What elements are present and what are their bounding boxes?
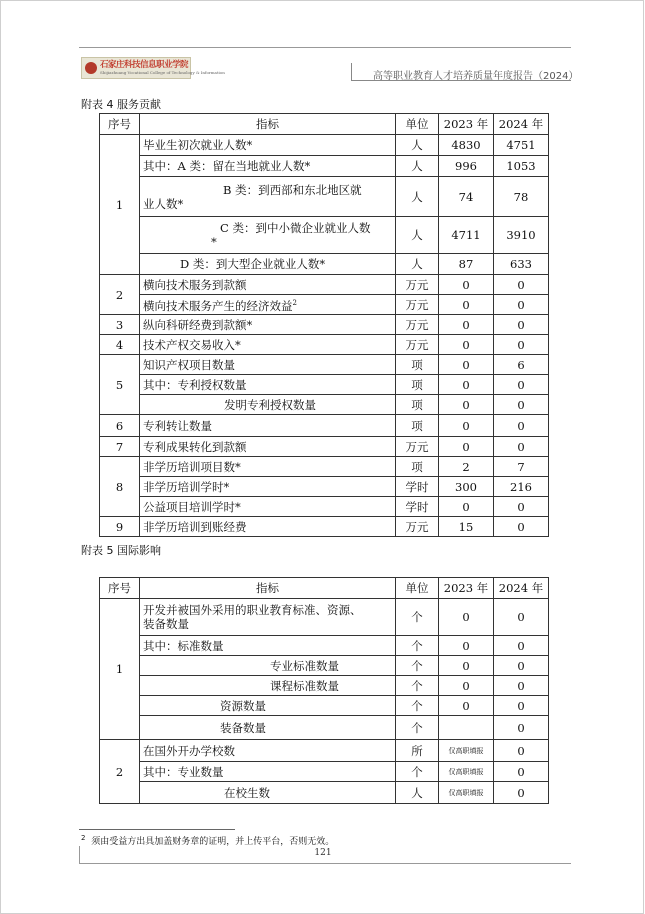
indicator-cell: 公益项目培训学时* bbox=[140, 497, 396, 517]
indicator-cell: 资源数量 bbox=[140, 696, 396, 716]
header-top-rule bbox=[79, 47, 571, 48]
table-row bbox=[100, 599, 549, 636]
value-2024-cell: 216 bbox=[494, 477, 549, 497]
seq-cell: 2 bbox=[100, 740, 140, 804]
value-2024-cell: 0 bbox=[494, 716, 549, 740]
table-header-row bbox=[100, 114, 549, 135]
value-2024-cell: 0 bbox=[494, 295, 549, 315]
seq-cell: 6 bbox=[100, 415, 140, 437]
value-2024-cell: 4751 bbox=[494, 135, 549, 156]
table-row bbox=[100, 437, 549, 457]
value-2023-cell: 0 bbox=[439, 696, 494, 716]
unit-cell: 项 bbox=[396, 355, 439, 375]
col-header-seq: 序号 bbox=[100, 114, 140, 135]
indicator-cell: 其中：A 类：留在当地就业人数* bbox=[140, 156, 396, 177]
table-row bbox=[100, 716, 549, 740]
table-row bbox=[100, 497, 549, 517]
footnote-ref: 2 bbox=[292, 299, 297, 308]
value-2024-cell: 78 bbox=[494, 177, 549, 217]
seq-cell: 1 bbox=[100, 135, 140, 275]
table-row bbox=[100, 275, 549, 295]
value-2024-cell: 0 bbox=[494, 599, 549, 636]
value-2024-cell: 0 bbox=[494, 375, 549, 395]
table-row bbox=[100, 355, 549, 375]
header-rule bbox=[351, 80, 571, 81]
table-row bbox=[100, 762, 549, 782]
value-2024-cell: 0 bbox=[494, 676, 549, 696]
value-2024-cell: 0 bbox=[494, 517, 549, 537]
indicator-cell: D 类：到大型企业就业人数* bbox=[140, 254, 396, 275]
footnote bbox=[81, 834, 334, 847]
table-row bbox=[100, 315, 549, 335]
indicator-line: 业人数* bbox=[143, 196, 184, 211]
table-service-contribution bbox=[99, 113, 549, 537]
unit-cell: 个 bbox=[396, 676, 439, 696]
table-row bbox=[100, 177, 549, 217]
indicator-line: B 类：到西部和东北地区就 bbox=[223, 182, 362, 197]
unit-cell: 人 bbox=[396, 135, 439, 156]
unit-cell: 项 bbox=[396, 395, 439, 415]
table-row bbox=[100, 636, 549, 656]
col-header-seq: 序号 bbox=[100, 578, 140, 599]
col-header-unit: 单位 bbox=[396, 578, 439, 599]
logo-english-name: Shijiazhuang Vocational College of Technology & Information bbox=[100, 69, 225, 75]
value-2024-cell: 0 bbox=[494, 497, 549, 517]
col-header-2024: 2024 年 bbox=[494, 578, 549, 599]
unit-cell: 人 bbox=[396, 177, 439, 217]
value-2023-cell: 0 bbox=[439, 656, 494, 676]
seq-cell: 2 bbox=[100, 275, 140, 315]
indicator-cell: 专业标准数量 bbox=[140, 656, 396, 676]
indicator-cell: 在国外开办学校数 bbox=[140, 740, 396, 762]
value-2024-cell: 0 bbox=[494, 740, 549, 762]
value-2023-cell: 0 bbox=[439, 437, 494, 457]
value-2023-cell: 0 bbox=[439, 315, 494, 335]
unit-cell: 万元 bbox=[396, 295, 439, 315]
table-row bbox=[100, 217, 549, 254]
unit-cell: 人 bbox=[396, 156, 439, 177]
value-2023-cell: 0 bbox=[439, 335, 494, 355]
value-2024-cell: 0 bbox=[494, 696, 549, 716]
table-row bbox=[100, 477, 549, 497]
value-2023-cell: 0 bbox=[439, 636, 494, 656]
indicator-cell bbox=[140, 599, 396, 636]
seq-cell: 3 bbox=[100, 315, 140, 335]
value-2023-cell: 0 bbox=[439, 295, 494, 315]
unit-cell: 万元 bbox=[396, 335, 439, 355]
unit-cell: 个 bbox=[396, 636, 439, 656]
seq-cell: 7 bbox=[100, 437, 140, 457]
indicator-cell: 专利转让数量 bbox=[140, 415, 396, 437]
indicator-cell: 发明专利授权数量 bbox=[140, 395, 396, 415]
logo-chinese-name: 石家庄科技信息职业学院 bbox=[100, 60, 189, 71]
table-row bbox=[100, 517, 549, 537]
indicator-cell: 横向技术服务到款额 bbox=[140, 275, 396, 295]
value-2024-cell: 0 bbox=[494, 437, 549, 457]
table-row bbox=[100, 415, 549, 437]
indicator-cell: 其中：标准数量 bbox=[140, 636, 396, 656]
indicator-line: C 类：到中小微企业就业人数 bbox=[220, 221, 371, 235]
table-row bbox=[100, 295, 549, 315]
value-2024-cell: 0 bbox=[494, 636, 549, 656]
indicator-cell: 其中：专业数量 bbox=[140, 762, 396, 782]
indicator-cell: 知识产权项目数量 bbox=[140, 355, 396, 375]
indicator-cell: 技术产权交易收入* bbox=[140, 335, 396, 355]
col-header-unit: 单位 bbox=[396, 114, 439, 135]
unit-cell: 学时 bbox=[396, 497, 439, 517]
table-row bbox=[100, 457, 549, 477]
value-2023-cell: 仅高职填报 bbox=[439, 782, 494, 804]
table-row bbox=[100, 375, 549, 395]
indicator-cell: 非学历培训到账经费 bbox=[140, 517, 396, 537]
table-row bbox=[100, 395, 549, 415]
seq-cell: 1 bbox=[100, 599, 140, 740]
table4-caption: 附表 4 服务贡献 bbox=[81, 98, 161, 111]
value-2023-cell: 0 bbox=[439, 676, 494, 696]
value-2023-cell: 0 bbox=[439, 355, 494, 375]
indicator-line: 装备数量 bbox=[143, 617, 189, 631]
unit-cell: 个 bbox=[396, 696, 439, 716]
college-emblem-icon bbox=[85, 62, 97, 74]
indicator-cell bbox=[140, 217, 396, 254]
table-row bbox=[100, 156, 549, 177]
seq-cell: 8 bbox=[100, 457, 140, 517]
indicator-cell: 在校生数 bbox=[140, 782, 396, 804]
value-2024-cell: 0 bbox=[494, 656, 549, 676]
value-2024-cell: 0 bbox=[494, 315, 549, 335]
seq-cell: 5 bbox=[100, 355, 140, 415]
value-2024-cell: 0 bbox=[494, 395, 549, 415]
table-row bbox=[100, 254, 549, 275]
value-2024-cell: 7 bbox=[494, 457, 549, 477]
footer-rule bbox=[79, 863, 571, 864]
col-header-2024: 2024 年 bbox=[494, 114, 549, 135]
footnote-mark: 2 bbox=[81, 834, 86, 842]
value-2024-cell: 0 bbox=[494, 275, 549, 295]
indicator-cell: 毕业生初次就业人数* bbox=[140, 135, 396, 156]
col-header-indicator: 指标 bbox=[140, 578, 396, 599]
indicator-cell: 其中：专利授权数量 bbox=[140, 375, 396, 395]
indicator-cell: 非学历培训学时* bbox=[140, 477, 396, 497]
seq-cell: 9 bbox=[100, 517, 140, 537]
indicator-cell: 纵向科研经费到款额* bbox=[140, 315, 396, 335]
value-2024-cell: 0 bbox=[494, 415, 549, 437]
table-row bbox=[100, 335, 549, 355]
value-2023-cell: 74 bbox=[439, 177, 494, 217]
value-2024-cell: 0 bbox=[494, 335, 549, 355]
value-2023-cell: 4830 bbox=[439, 135, 494, 156]
value-2024-cell: 0 bbox=[494, 782, 549, 804]
table-row bbox=[100, 656, 549, 676]
unit-cell: 个 bbox=[396, 716, 439, 740]
value-2023-cell: 0 bbox=[439, 375, 494, 395]
value-2023-cell: 87 bbox=[439, 254, 494, 275]
footnote-rule bbox=[79, 829, 235, 830]
table-international-influence bbox=[99, 577, 549, 804]
value-2023-cell: 0 bbox=[439, 275, 494, 295]
unit-cell: 万元 bbox=[396, 437, 439, 457]
seq-cell: 4 bbox=[100, 335, 140, 355]
value-2023-cell: 0 bbox=[439, 395, 494, 415]
table-row bbox=[100, 740, 549, 762]
college-logo bbox=[81, 57, 225, 79]
value-2023-cell: 15 bbox=[439, 517, 494, 537]
unit-cell: 个 bbox=[396, 762, 439, 782]
indicator-cell: 非学历培训项目数* bbox=[140, 457, 396, 477]
indicator-cell bbox=[140, 295, 396, 315]
value-2023-cell: 2 bbox=[439, 457, 494, 477]
indicator-cell bbox=[140, 177, 396, 217]
unit-cell: 学时 bbox=[396, 477, 439, 497]
indicator-line: 开发并被国外采用的职业教育标准、资源、 bbox=[143, 603, 362, 617]
footnote-text: 须由受益方出具加盖财务章的证明，并上传平台，否则无效。 bbox=[91, 837, 335, 847]
value-2024-cell: 6 bbox=[494, 355, 549, 375]
table-row bbox=[100, 696, 549, 716]
unit-cell: 项 bbox=[396, 375, 439, 395]
table-row bbox=[100, 782, 549, 804]
value-2023-cell: 4711 bbox=[439, 217, 494, 254]
table-row bbox=[100, 676, 549, 696]
value-2024-cell: 1053 bbox=[494, 156, 549, 177]
col-header-2023: 2023 年 bbox=[439, 578, 494, 599]
unit-cell: 人 bbox=[396, 217, 439, 254]
unit-cell: 万元 bbox=[396, 275, 439, 295]
unit-cell: 万元 bbox=[396, 315, 439, 335]
indicator-line: * bbox=[211, 235, 217, 249]
value-2023-cell: 0 bbox=[439, 599, 494, 636]
unit-cell: 项 bbox=[396, 415, 439, 437]
value-2023-cell: 仅高职填报 bbox=[439, 762, 494, 782]
unit-cell: 个 bbox=[396, 656, 439, 676]
col-header-indicator: 指标 bbox=[140, 114, 396, 135]
unit-cell: 人 bbox=[396, 254, 439, 275]
value-2023-cell: 仅高职填报 bbox=[439, 740, 494, 762]
value-2023-cell: 0 bbox=[439, 497, 494, 517]
table-row bbox=[100, 135, 549, 156]
unit-cell: 万元 bbox=[396, 517, 439, 537]
value-2024-cell: 633 bbox=[494, 254, 549, 275]
unit-cell: 个 bbox=[396, 599, 439, 636]
indicator-cell: 专利成果转化到款额 bbox=[140, 437, 396, 457]
unit-cell: 所 bbox=[396, 740, 439, 762]
value-2023-cell: 996 bbox=[439, 156, 494, 177]
table-header-row bbox=[100, 578, 549, 599]
indicator-cell: 装备数量 bbox=[140, 716, 396, 740]
table5-caption: 附表 5 国际影响 bbox=[81, 544, 161, 557]
header-tick bbox=[351, 63, 352, 80]
col-header-2023: 2023 年 bbox=[439, 114, 494, 135]
value-2023-cell bbox=[439, 716, 494, 740]
unit-cell: 人 bbox=[396, 782, 439, 804]
value-2024-cell: 3910 bbox=[494, 217, 549, 254]
indicator-cell: 课程标准数量 bbox=[140, 676, 396, 696]
value-2023-cell: 300 bbox=[439, 477, 494, 497]
value-2024-cell: 0 bbox=[494, 762, 549, 782]
indicator-text: 横向技术服务产生的经济效益 bbox=[143, 298, 293, 313]
value-2023-cell: 0 bbox=[439, 415, 494, 437]
report-title: 高等职业教育人才培养质量年度报告（2024） bbox=[373, 71, 579, 82]
page-number: 121 bbox=[314, 848, 332, 858]
unit-cell: 项 bbox=[396, 457, 439, 477]
